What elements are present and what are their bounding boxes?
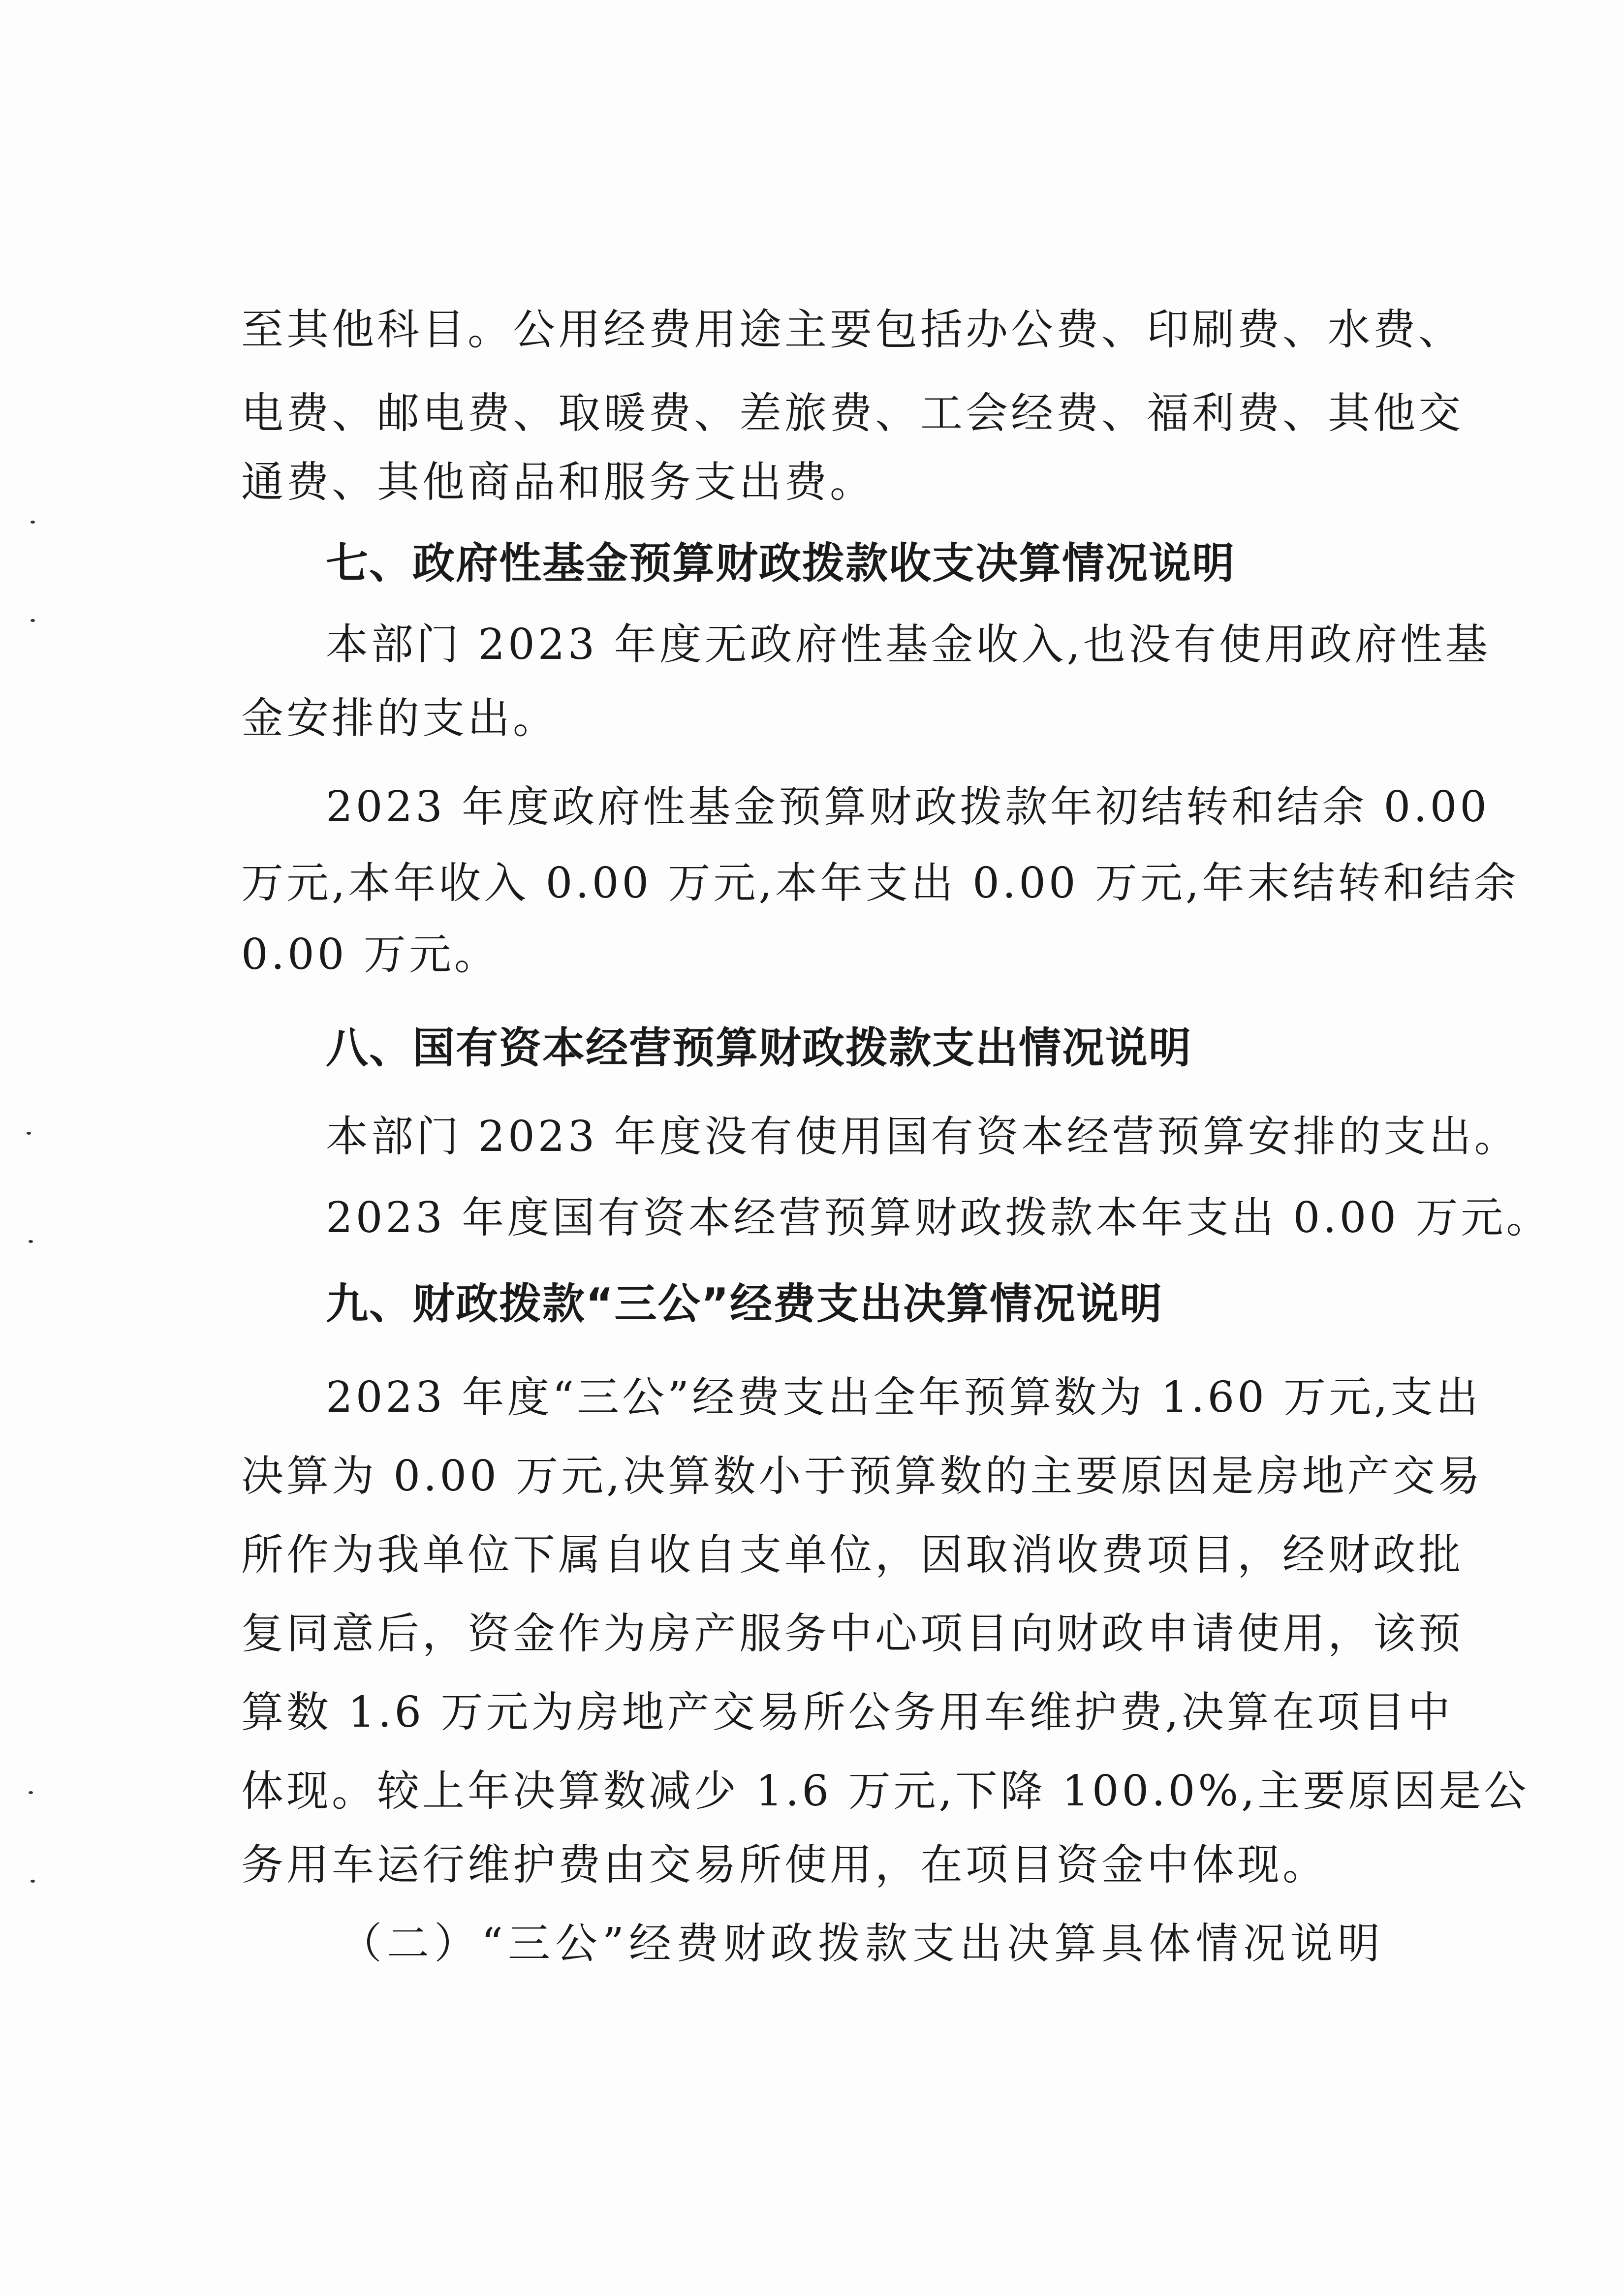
paragraph-line-17: 务用车运行维护费由交易所使用，在项目资金中体现。 (241, 1840, 1328, 1890)
scan-speck (29, 1240, 33, 1243)
paragraph-line-9: 本部门 2023 年度没有使用国有资本经营预算安排的支出。 (326, 1112, 1520, 1161)
paragraph-line-16: 体现。较上年决算数减少 1.6 万元,下降 100.0%,主要原因是公 (241, 1767, 1530, 1816)
paragraph-line-13: 所作为我单位下属自收自支单位，因取消收费项目，经财政批 (241, 1530, 1464, 1580)
paragraph-line-12: 决算为 0.00 万元,决算数小于预算数的主要原因是房地产交易 (241, 1452, 1483, 1501)
paragraph-line-10: 2023 年度国有资本经营预算财政拨款本年支出 0.00 万元。 (326, 1193, 1552, 1242)
section-heading-9: 九、财政拨款“三公”经费支出决算情况说明 (326, 1279, 1163, 1329)
paragraph-line-7: 万元,本年收入 0.00 万元,本年支出 0.00 万元,年末结转和结余 (241, 859, 1519, 908)
paragraph-line-14: 复同意后，资金作为房产服务中心项目向财政申请使用，该预 (241, 1609, 1464, 1658)
paragraph-line-15: 算数 1.6 万元为房地产交易所公务用车维护费,决算在项目中 (241, 1688, 1453, 1737)
paragraph-line-8: 0.00 万元。 (241, 930, 500, 979)
paragraph-line-4: 本部门 2023 年度无政府性基金收入,也没有使用政府性基 (326, 620, 1491, 669)
section-heading-8: 八、国有资本经营预算财政拨款支出情况说明 (326, 1023, 1192, 1073)
paragraph-line-5: 金安排的支出。 (241, 694, 558, 743)
scan-speck (27, 1132, 31, 1135)
scan-speck (31, 1880, 35, 1883)
scan-speck (29, 1791, 33, 1794)
paragraph-line-1: 至其他科目。公用经费用途主要包括办公费、印刷费、水费、 (241, 305, 1464, 354)
section-heading-7: 七、政府性基金预算财政拨款收支决算情况说明 (326, 539, 1235, 588)
paragraph-line-3: 通费、其他商品和服务支出费。 (241, 458, 875, 507)
paragraph-line-6: 2023 年度政府性基金预算财政拨款年初结转和结余 0.00 (326, 782, 1490, 832)
paragraph-line-2: 电费、邮电费、取暖费、差旅费、工会经费、福利费、其他交 (241, 389, 1464, 438)
sub-heading-2: （二）“三公”经费财政拨款支出决算具体情况说明 (340, 1919, 1385, 1968)
paragraph-line-11: 2023 年度“三公”经费支出全年预算数为 1.60 万元,支出 (326, 1373, 1481, 1422)
scan-speck (31, 521, 35, 524)
scan-speck (31, 619, 35, 622)
